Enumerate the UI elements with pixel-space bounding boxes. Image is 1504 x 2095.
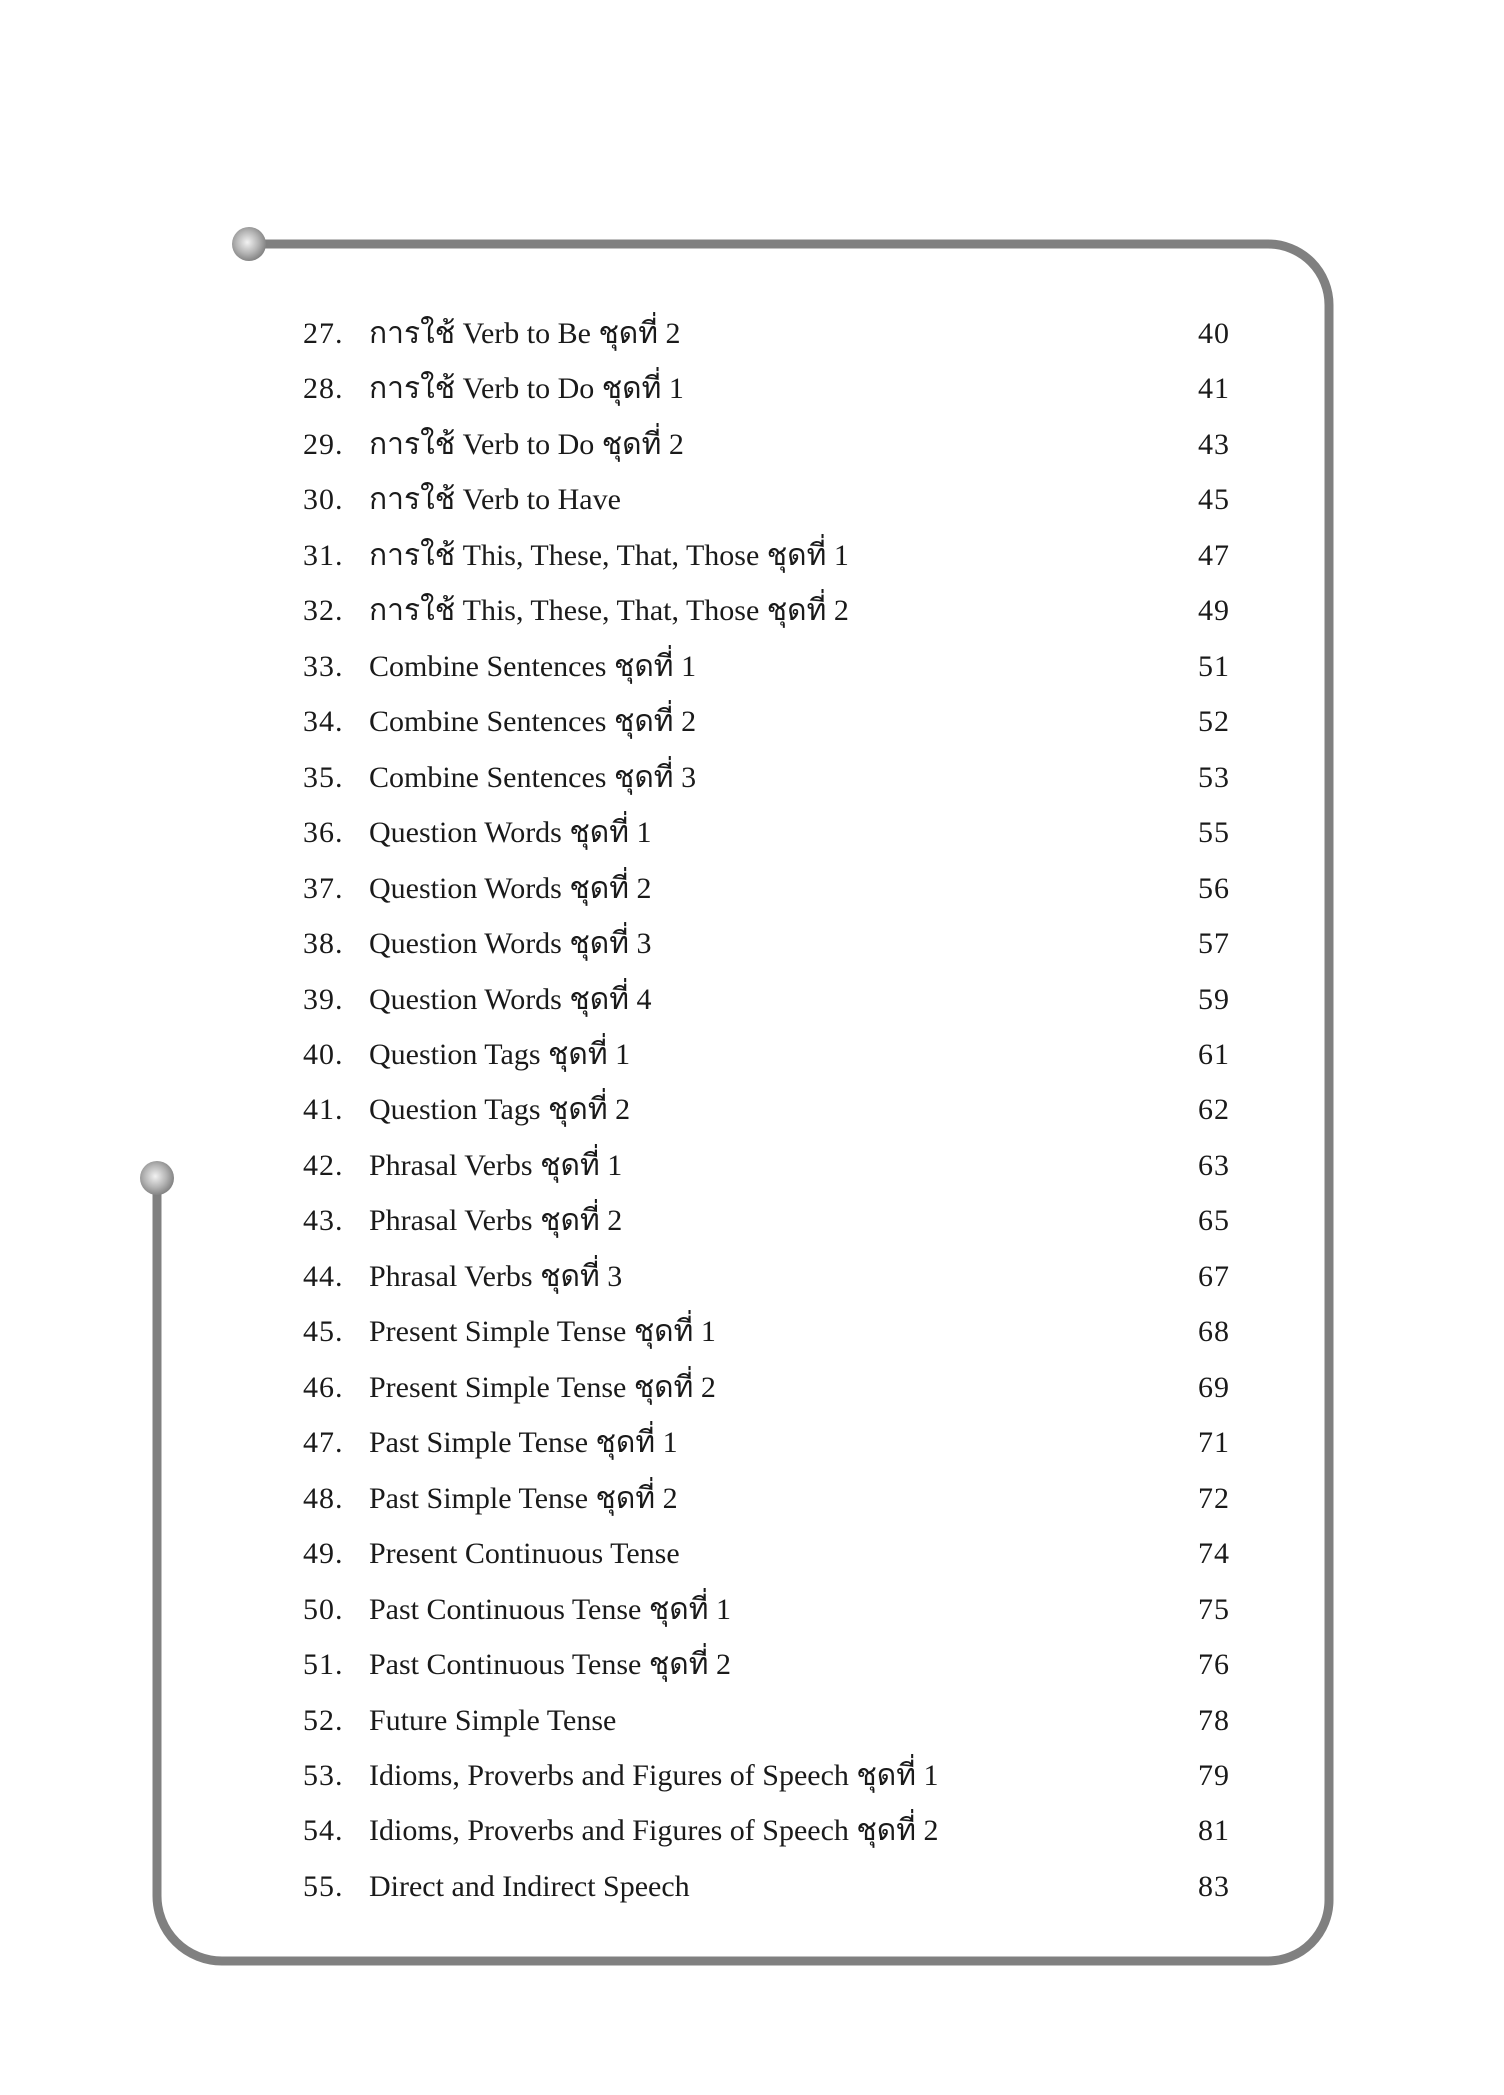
toc-entry-number: 32.	[303, 594, 344, 628]
toc-entry-number: 42.	[303, 1148, 344, 1182]
toc-entry-title[interactable]: การใช้ Verb to Be ชุดที่ 2	[369, 317, 681, 350]
toc-entry[interactable]	[0, 1088, 1504, 1132]
toc-entry-page-number: 62	[1198, 1093, 1230, 1127]
toc-entry-title[interactable]: Combine Sentences ชุดที่ 3	[369, 760, 697, 794]
toc-entry-title[interactable]: การใช้ Verb to Have	[369, 483, 621, 517]
toc-entry[interactable]	[0, 922, 1504, 966]
toc-entry-title[interactable]: Phrasal Verbs ชุดที่ 1	[369, 1148, 623, 1182]
toc-entry-number: 46.	[303, 1370, 344, 1404]
toc-entry-number: 30.	[303, 483, 344, 517]
toc-entry-number: 28.	[303, 372, 344, 406]
toc-entry-title[interactable]: Question Tags ชุดที่ 1	[369, 1037, 631, 1071]
toc-entry-number: 43.	[303, 1204, 344, 1238]
toc-entry-page-number: 56	[1198, 871, 1230, 905]
toc-entry[interactable]	[0, 367, 1504, 411]
toc-entry[interactable]	[0, 1255, 1504, 1299]
toc-entry-page-number: 47	[1198, 538, 1230, 572]
toc-entry[interactable]	[0, 978, 1504, 1022]
toc-entry[interactable]	[0, 1865, 1504, 1909]
toc-entry-page-number: 63	[1198, 1148, 1230, 1182]
toc-entry-number: 35.	[303, 760, 344, 794]
toc-entry[interactable]	[0, 1144, 1504, 1188]
toc-entry-title[interactable]: Past Continuous Tense ชุดที่ 2	[369, 1648, 731, 1682]
toc-entry[interactable]	[0, 589, 1504, 633]
toc-entry[interactable]	[0, 867, 1504, 911]
toc-entry-page-number: 65	[1198, 1204, 1230, 1238]
toc-entry-number: 38.	[303, 927, 344, 961]
toc-entry-number: 41.	[303, 1093, 344, 1127]
toc-entry-page-number: 52	[1198, 705, 1230, 739]
toc-entry-number: 39.	[303, 982, 344, 1016]
toc-entry-title[interactable]: Question Words ชุดที่ 2	[369, 871, 652, 905]
toc-entry-number: 52.	[303, 1703, 344, 1737]
toc-entry-title[interactable]: Present Continuous Tense	[369, 1537, 680, 1571]
toc-entry-page-number: 53	[1198, 760, 1230, 794]
toc-entry-page-number: 83	[1198, 1869, 1230, 1903]
toc-entry-title[interactable]: Present Simple Tense ชุดที่ 1	[369, 1315, 716, 1349]
toc-entry-number: 36.	[303, 816, 344, 850]
toc-entry-page-number: 75	[1198, 1592, 1230, 1626]
toc-entry-number: 50.	[303, 1592, 344, 1626]
toc-entry-title[interactable]: Past Simple Tense ชุดที่ 1	[369, 1426, 678, 1460]
toc-entry-page-number: 55	[1198, 816, 1230, 850]
toc-entry-title[interactable]: Combine Sentences ชุดที่ 2	[369, 705, 697, 739]
toc-entry-page-number: 51	[1198, 649, 1230, 683]
toc-entry-title[interactable]: การใช้ Verb to Do ชุดที่ 1	[369, 372, 684, 406]
toc-entry-number: 45.	[303, 1315, 344, 1349]
toc-entry-page-number: 61	[1198, 1037, 1230, 1071]
toc-entry[interactable]	[0, 1643, 1504, 1687]
toc-entry[interactable]	[0, 1754, 1504, 1798]
toc-entry[interactable]	[0, 1532, 1504, 1576]
toc-entry-title[interactable]: Question Words ชุดที่ 4	[369, 982, 652, 1016]
toc-entry[interactable]	[0, 1699, 1504, 1743]
toc-entry[interactable]	[0, 1421, 1504, 1465]
toc-entry-number: 27.	[303, 317, 344, 350]
toc-entry-title[interactable]: Question Tags ชุดที่ 2	[369, 1093, 631, 1127]
toc-entry[interactable]	[0, 1588, 1504, 1632]
toc-entry-page-number: 69	[1198, 1370, 1230, 1404]
toc-entry-title[interactable]: Idioms, Proverbs and Figures of Speech ชุดที่ 2	[369, 1814, 939, 1848]
top-ball-ornament	[232, 227, 266, 261]
toc-entry[interactable]	[0, 1366, 1504, 1410]
toc-entry-page-number: 59	[1198, 982, 1230, 1016]
toc-entry-title[interactable]: Phrasal Verbs ชุดที่ 3	[369, 1259, 623, 1293]
toc-entry-number: 34.	[303, 705, 344, 739]
toc-entry[interactable]	[0, 423, 1504, 467]
toc-entry-title[interactable]: การใช้ This, These, That, Those ชุดที่ 1	[369, 538, 849, 572]
toc-entry-title[interactable]: Phrasal Verbs ชุดที่ 2	[369, 1204, 623, 1238]
toc-entry-page-number: 72	[1198, 1481, 1230, 1515]
toc-entry-page-number: 68	[1198, 1315, 1230, 1349]
toc-entry-title[interactable]: Present Simple Tense ชุดที่ 2	[369, 1370, 716, 1404]
toc-entry-number: 51.	[303, 1648, 344, 1682]
toc-entry-number: 44.	[303, 1259, 344, 1293]
toc-entry-title[interactable]: Question Words ชุดที่ 3	[369, 927, 652, 961]
toc-entry[interactable]	[0, 1199, 1504, 1243]
toc-entry[interactable]	[0, 1809, 1504, 1853]
toc-entry-page-number: 67	[1198, 1259, 1230, 1293]
toc-entry[interactable]	[0, 811, 1504, 855]
toc-entry[interactable]	[0, 700, 1504, 744]
toc-entry-page-number: 40	[1198, 317, 1230, 350]
toc-entry[interactable]	[0, 645, 1504, 689]
toc-entry-number: 29.	[303, 427, 344, 461]
toc-entry-title[interactable]: Past Simple Tense ชุดที่ 2	[369, 1481, 678, 1515]
toc-entry-title[interactable]: Future Simple Tense	[369, 1703, 617, 1737]
toc-entry-number: 48.	[303, 1481, 344, 1515]
toc-entry-title[interactable]: การใช้ Verb to Do ชุดที่ 2	[369, 427, 684, 461]
toc-entry-page-number: 45	[1198, 483, 1230, 517]
toc-entry-number: 54.	[303, 1814, 344, 1848]
toc-entry-number: 33.	[303, 649, 344, 683]
toc-entry-page-number: 81	[1198, 1814, 1230, 1848]
toc-entry-number: 53.	[303, 1758, 344, 1792]
toc-entry-page-number: 78	[1198, 1703, 1230, 1737]
toc-entry-number: 31.	[303, 538, 344, 572]
toc-entry[interactable]	[0, 1477, 1504, 1521]
toc-entry[interactable]	[0, 756, 1504, 800]
toc-entry[interactable]	[0, 312, 1504, 356]
toc-entry-title[interactable]: Idioms, Proverbs and Figures of Speech ชุดที่ 1	[369, 1758, 939, 1792]
toc-entry-title[interactable]: การใช้ This, These, That, Those ชุดที่ 2	[369, 594, 849, 628]
toc-entry-number: 55.	[303, 1869, 344, 1903]
toc-entry-number: 37.	[303, 871, 344, 905]
toc-entry-page-number: 76	[1198, 1648, 1230, 1682]
toc-entry-title[interactable]: Combine Sentences ชุดที่ 1	[369, 649, 697, 683]
toc-entry-number: 49.	[303, 1537, 344, 1571]
toc-entry[interactable]	[0, 534, 1504, 578]
toc-entry-page-number: 49	[1198, 594, 1230, 628]
toc-entry-number: 40.	[303, 1037, 344, 1071]
toc-entry-page-number: 41	[1198, 372, 1230, 406]
toc-entry[interactable]	[0, 1310, 1504, 1354]
toc-entry-page-number: 74	[1198, 1537, 1230, 1571]
toc-entry-page-number: 71	[1198, 1426, 1230, 1460]
toc-entry-number: 47.	[303, 1426, 344, 1460]
toc-entry-page-number: 57	[1198, 927, 1230, 961]
toc-entry-page-number: 79	[1198, 1758, 1230, 1792]
toc-entry-title[interactable]: Question Words ชุดที่ 1	[369, 816, 652, 850]
toc-entry[interactable]	[0, 478, 1504, 522]
toc-entry-title[interactable]: Past Continuous Tense ชุดที่ 1	[369, 1592, 731, 1626]
toc-entry[interactable]	[0, 1033, 1504, 1077]
toc-entry-page-number: 43	[1198, 427, 1230, 461]
toc-entry-title[interactable]: Direct and Indirect Speech	[369, 1869, 690, 1903]
